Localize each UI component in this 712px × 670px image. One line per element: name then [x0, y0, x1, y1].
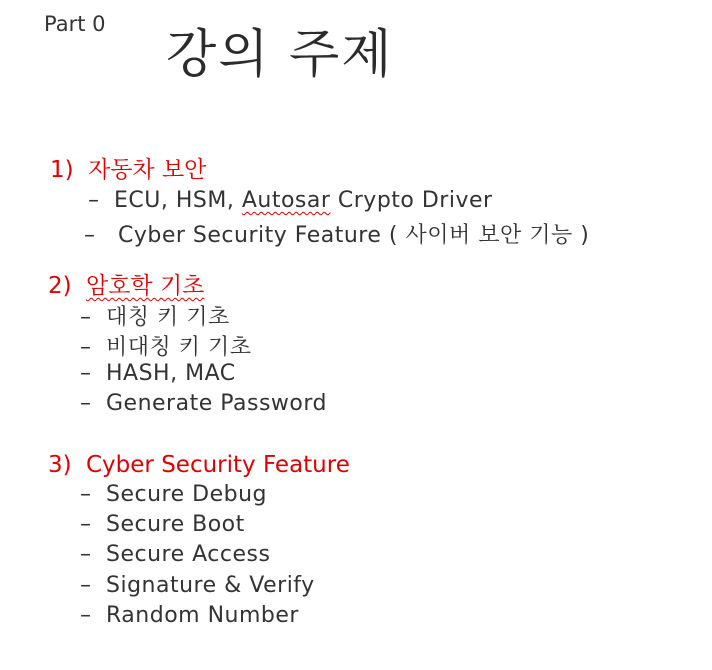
dash-glyph: – [80, 603, 92, 628]
page-title: 강의 주제 [166, 25, 394, 85]
list-item [84, 218, 589, 249]
section-title: 암호학 기초 [86, 273, 205, 299]
list-item-text: Secure Boot [106, 512, 245, 537]
list-item [80, 330, 252, 361]
section-number: 1) [50, 157, 74, 183]
list-item [80, 300, 230, 331]
dash-glyph: – [80, 482, 92, 507]
list-item-text: Secure Debug [106, 482, 267, 507]
list-item [80, 361, 236, 386]
list-item [80, 542, 270, 567]
list-item-text: Random Number [106, 603, 299, 628]
dash-glyph: – [80, 573, 92, 598]
part-label: Part 0 [44, 12, 106, 36]
section-title: 자동차 보안 [88, 157, 207, 183]
dash-glyph: – [80, 542, 92, 567]
dash-glyph: – [80, 361, 92, 386]
dash-glyph: – [80, 512, 92, 537]
list-item-text: 비대칭 키 기초 [106, 335, 252, 360]
list-item-text: Secure Access [106, 542, 271, 567]
list-item [88, 188, 493, 213]
spellcheck-word: Autosar [241, 188, 331, 213]
list-item [80, 391, 327, 416]
list-item [80, 603, 299, 628]
dash-glyph: – [88, 188, 100, 213]
list-item-text: Generate Password [106, 391, 328, 416]
section-heading-2 [48, 267, 204, 300]
section-heading-3 [48, 452, 350, 478]
section-heading-1 [50, 151, 206, 184]
section-number: 3) [48, 452, 72, 478]
list-item [80, 573, 315, 598]
section-title: Cyber Security Feature [86, 452, 350, 478]
list-item-text: HASH, MAC [106, 361, 236, 386]
section-number: 2) [48, 273, 72, 299]
list-item-text: ECU, HSM, [114, 188, 242, 213]
dash-glyph: – [80, 305, 92, 330]
list-item-text-suffix: Crypto Driver [330, 188, 493, 213]
dash-glyph: – [84, 223, 96, 248]
list-item [80, 512, 245, 537]
dash-glyph: – [80, 335, 92, 360]
list-item-text: Cyber Security Feature ( 사이버 보안 기능 ) [118, 223, 590, 248]
list-item-text: 대칭 키 기초 [106, 305, 230, 330]
dash-glyph: – [80, 391, 92, 416]
list-item [80, 482, 267, 507]
list-item-text: Signature & Verify [106, 573, 315, 598]
